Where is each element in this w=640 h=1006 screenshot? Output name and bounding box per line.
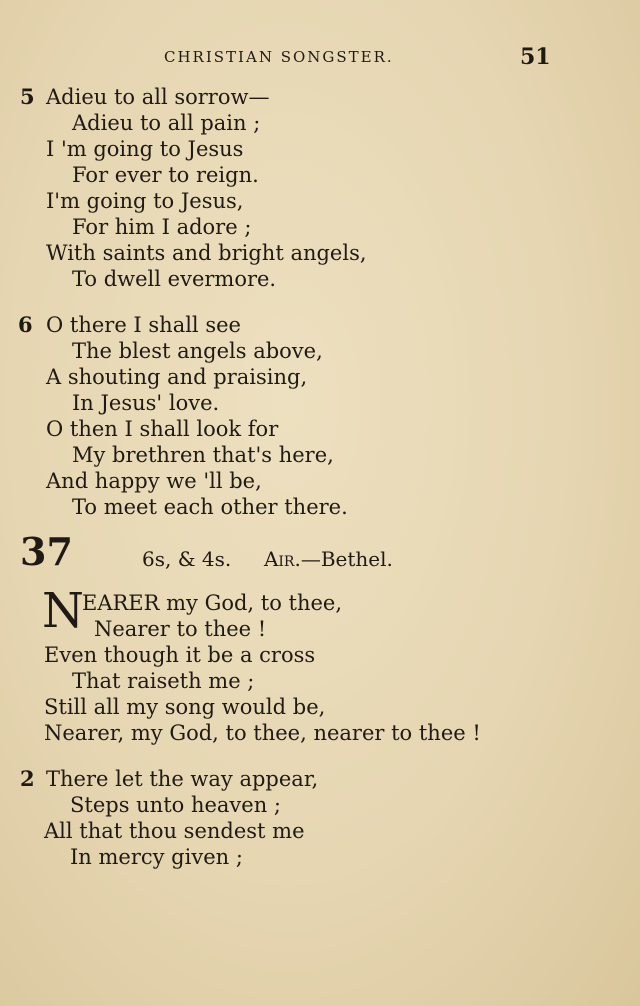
running-header: CHRISTIAN SONGSTER. <box>164 48 394 66</box>
verse-line: A shouting and praising, <box>46 365 308 389</box>
verse-line: Still all my song would be, <box>44 695 326 719</box>
verse-line: O there I shall see <box>46 313 241 337</box>
verse-line-first: EARER my God, to thee, <box>82 591 343 615</box>
verse-line: For him I adore ; <box>72 215 252 239</box>
page-number: 51 <box>520 44 551 70</box>
verse-line: In Jesus' love. <box>72 391 220 415</box>
stanza-number: 2 <box>20 766 35 791</box>
verse-line: I'm going to Jesus, <box>46 189 244 213</box>
verse-line: Even though it be a cross <box>44 643 316 667</box>
drop-cap: N <box>42 583 84 639</box>
verse-line: Nearer, my God, to thee, nearer to thee ! <box>44 721 481 745</box>
verse-line: And happy we 'll be, <box>46 469 262 493</box>
verse-line: In mercy given ; <box>70 845 243 869</box>
verse-line: That raiseth me ; <box>72 669 255 693</box>
verse-line: To meet each other there. <box>72 495 348 519</box>
verse-line: Steps unto heaven ; <box>70 793 281 817</box>
hymn-meter-line <box>142 546 393 572</box>
verse-line: To dwell evermore. <box>72 267 277 291</box>
hymn-number: 37 <box>20 529 73 574</box>
stanza-number: 6 <box>18 312 33 337</box>
verse-line: All that thou sendest me <box>44 819 305 843</box>
verse-line: I 'm going to Jesus <box>46 137 244 161</box>
verse-line: With saints and bright angels, <box>46 241 367 265</box>
verse-line: There let the way appear, <box>46 767 319 791</box>
air-name: —Bethel. <box>300 547 393 571</box>
hymn-meter: 6s, & 4s. <box>142 547 232 571</box>
verse-line: O then I shall look for <box>46 417 279 441</box>
verse-line: The blest angels above, <box>72 339 323 363</box>
verse-line: For ever to reign. <box>72 163 259 187</box>
verse-line: Adieu to all pain ; <box>72 111 261 135</box>
verse-line: Adieu to all sorrow— <box>46 85 270 109</box>
stanza-number: 5 <box>20 84 35 109</box>
verse-line: Nearer to thee ! <box>94 617 267 641</box>
verse-line: My brethren that's here, <box>72 443 334 467</box>
air-label: Air. <box>263 547 301 571</box>
